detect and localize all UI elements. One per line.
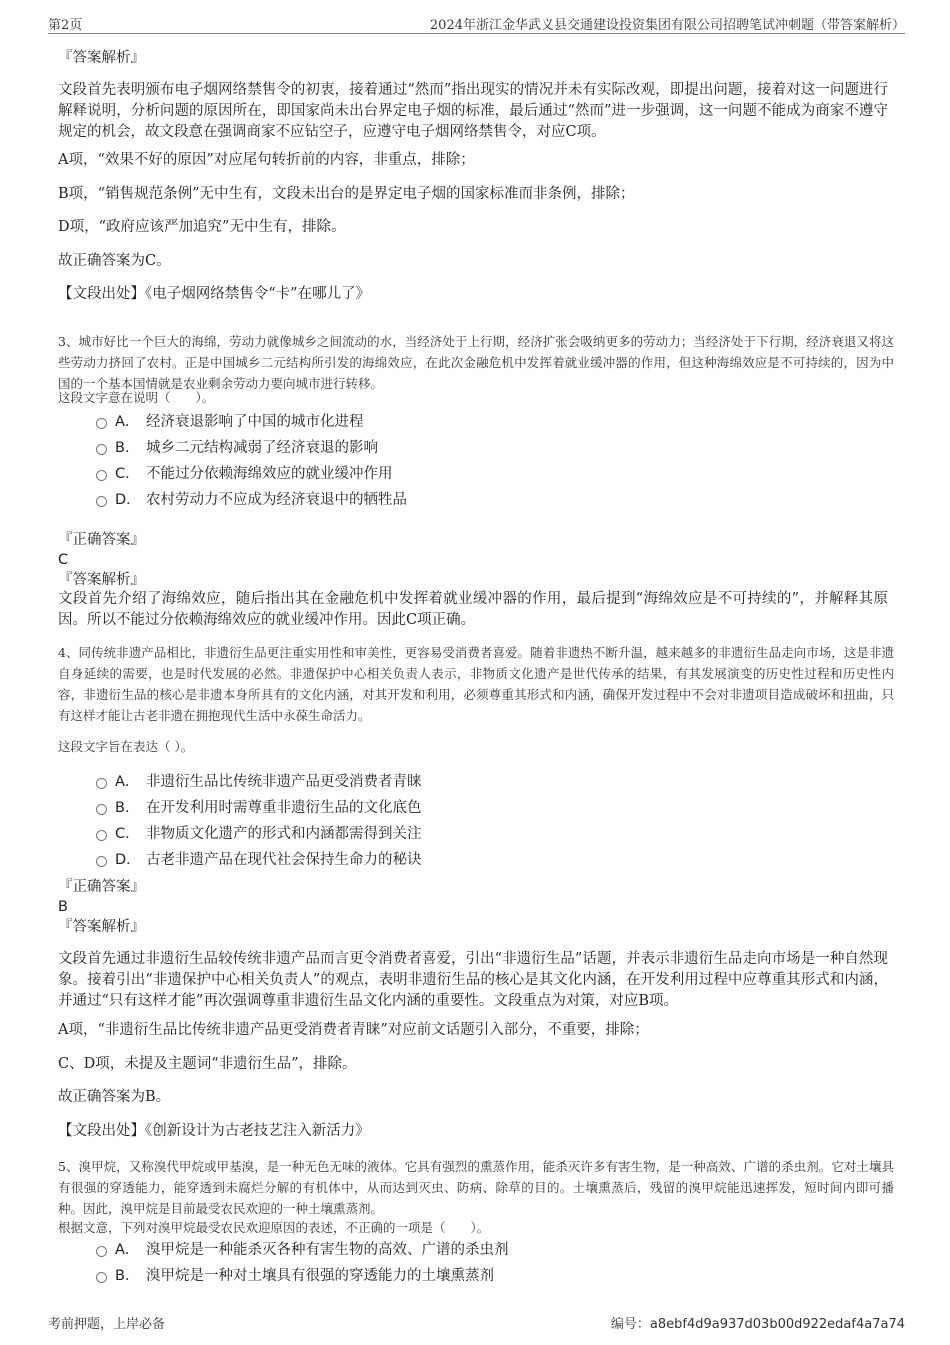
- radio-button[interactable]: [96, 1272, 107, 1283]
- q2-source: 【文段出处】《电子烟网络禁售令“卡”在哪儿了》: [58, 286, 371, 302]
- q2-analysis: 文段首先表明颁布电子烟网络禁售令的初衷，接着通过“然而”指出现实的情况并未有实际改观，即提出问题，接着对这一问题进行解释说明，分析问题的原因所在，即国家尚未出台界定电子烟的标准，最后通过“然而”进一步强调，这一问题不能成为商家不遵守规定的机会，故文段意在强调商家不应钻空子，应遵守电子烟网络禁售令，对应C项。: [58, 82, 888, 140]
- q4-note-cd: C、D项，未提及主题词“非遗衍生品”，排除。: [58, 1056, 357, 1072]
- q4-question: 这段文字旨在表达（ ）。: [58, 739, 194, 754]
- radio-button[interactable]: [96, 444, 107, 455]
- q3-question: 这段文字意在说明（ ）。: [58, 390, 215, 405]
- document-title: 2024年浙江金华武义县交通建设投资集团有限公司招聘笔试冲刺题（带答案解析）: [429, 18, 905, 33]
- q4-analysis: 文段首先通过非遗衍生品较传统非遗产品而言更令消费者喜爱，引出“非遗衍生品”话题，并表示非遗衍生品走向市场是一种自然现象。接着引出“非遗保护中心相关负责人”的观点，表明非遗衍生品的核心是其文化内涵，在开发利用过程中应尊重其形式和内涵，并通过“只有这样才能”再次强调尊重非遗衍生品文化内涵的重要性。文段重点为对策，对应B项。: [58, 951, 888, 1009]
- q4-conclusion: 故正确答案为B。: [58, 1089, 171, 1105]
- q2-analysis-label: 『答案解析』: [58, 50, 145, 66]
- q4-source: 【文段出处】《创新设计为古老技艺注入新活力》: [58, 1123, 370, 1139]
- radio-button[interactable]: [96, 856, 107, 867]
- q2-conclusion: 故正确答案为C。: [58, 253, 171, 269]
- q4-answer-label: 『正确答案』: [58, 879, 145, 895]
- document-id: 编号：a8ebf4d9a937d03b00d922edaf4a7a74: [610, 1317, 905, 1332]
- q3-analysis-label: 『答案解析』: [58, 572, 145, 588]
- q3-answer-label: 『正确答案』: [58, 532, 145, 548]
- page-footer: [48, 1313, 905, 1332]
- q4-stem: 4、同传统非遗产品相比，非遗衍生品更注重实用性和审美性，更容易受消费者喜爱。随着非遗热不断升温，越来越多的非遗衍生品走向市场，这是非遗自身延续的需要，也是时代发展的必然。非遗保护中心相关负责人表示，非物质文化遗产是世代传承的结果，有其发展演变的历史性过程和历史性内容，非遗衍生品的核心是非遗本身所具有的文化内涵，对其开发和利用，必须尊重其形式和内涵，确保开发过程中不会对非遗项目造成破坏和扭曲，只有这样才能让古老非遗在拥抱现代生活中永葆生命活力。: [58, 645, 894, 723]
- q4-answer: B: [58, 899, 68, 915]
- q5-stem: 5、溴甲烷，又称溴代甲烷或甲基溴，是一种无色无味的液体。它具有强烈的熏蒸作用，能杀灭许多有害生物，是一种高效、广谱的杀虫剂。它对土壤具有很强的穿透能力，能穿透到未腐烂分解的有机体中，从而达到灭虫、防病、除草的目的。土壤熏蒸后，残留的溴甲烷能迅速挥发，短时间内即可播种。因此，溴甲烷是目前最受农民欢迎的一种土壤熏蒸剂。: [58, 1159, 894, 1216]
- q2-note-a: A项，“效果不好的原因”对应尾句转折前的内容，非重点，排除；: [58, 152, 475, 168]
- page-header: [48, 12, 905, 34]
- q2-note-d: D项，“政府应该严加追究”无中生有，排除。: [58, 219, 346, 235]
- radio-button[interactable]: [96, 830, 107, 841]
- page-number: 第2页: [48, 18, 83, 33]
- radio-button[interactable]: [96, 778, 107, 789]
- q3-answer: C: [58, 552, 69, 568]
- q3-stem: 3、城市好比一个巨大的海绵，劳动力就像城乡之间流动的水，当经济处于上行期，经济扩张会吸纳更多的劳动力；当经济处于下行期，经济衰退又将这些劳动力挤回了农村。正是中国城乡二元结构所引发的海绵效应，在此次金融危机中发挥着就业缓冲器的作用，但这种海绵效应是不可持续的，因为中国的一个基本国情就是农业剩余劳动力要向城市进行转移。: [58, 334, 894, 391]
- q4-note-a: A项，“非遗衍生品比传统非遗产品更受消费者青睐”对应前文话题引入部分，不重要，排除；: [58, 1022, 649, 1038]
- q2-note-b: B项，“销售规范条例”无中生有，文段未出台的是界定电子烟的国家标准而非条例，排除；: [58, 186, 635, 202]
- radio-button[interactable]: [96, 496, 107, 507]
- radio-button[interactable]: [96, 1246, 107, 1257]
- radio-button[interactable]: [96, 804, 107, 815]
- q4-analysis-label: 『答案解析』: [58, 919, 145, 935]
- footer-slogan: 考前押题，上岸必备: [48, 1317, 166, 1332]
- q5-question: 根据文意，下列对溴甲烷最受农民欢迎原因的表述，不正确的一项是（ ）。: [58, 1220, 490, 1235]
- radio-button[interactable]: [96, 418, 107, 429]
- radio-button[interactable]: [96, 470, 107, 481]
- q3-analysis: 文段首先介绍了海绵效应，随后指出其在金融危机中发挥着就业缓冲器的作用，最后提到“海绵效应是不可持续的”，并解释其原因。所以不能过分依赖海绵效应的就业缓冲作用。因此C项正确。: [58, 591, 888, 628]
